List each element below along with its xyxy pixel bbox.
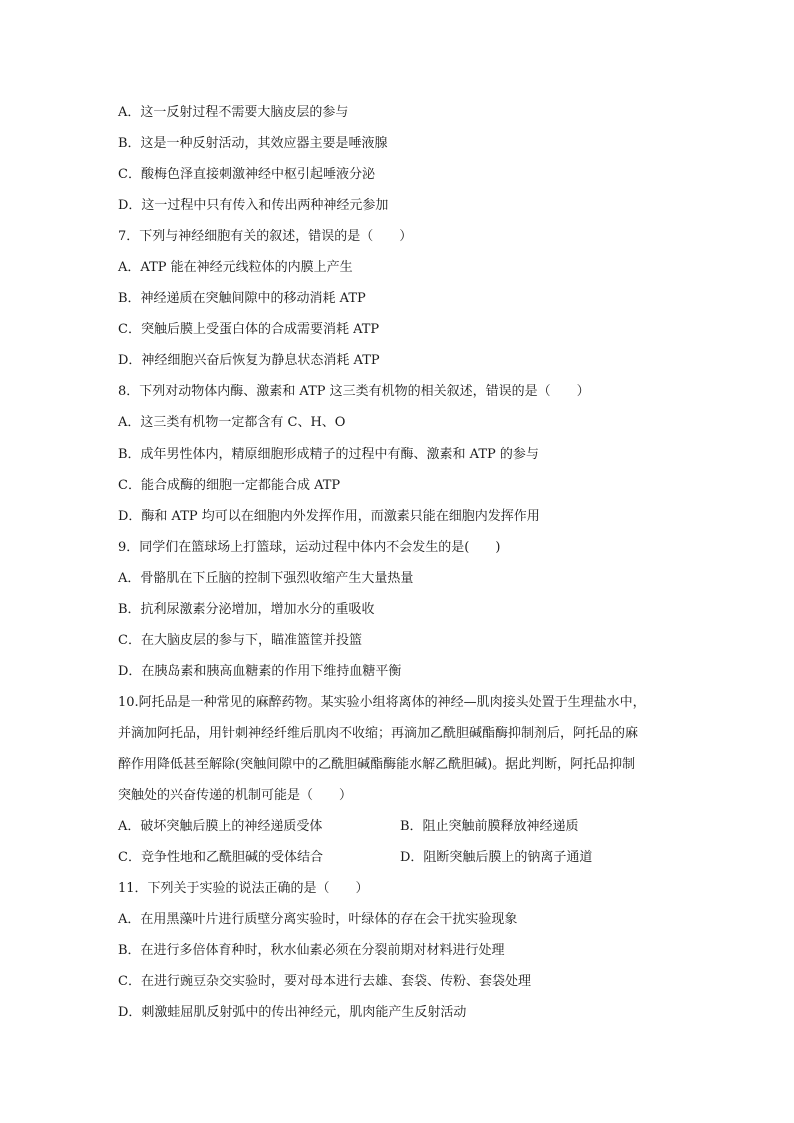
q9-option-d: D．在胰岛素和胰高血糖素的作用下维持血糖平衡 [118, 663, 402, 679]
q10-options-row2 [118, 847, 678, 878]
q11-option-a: A．在用黑藻叶片进行质壁分离实验时，叶绿体的存在会干扰实验现象 [118, 912, 518, 928]
q11-option-c: C．在进行豌豆杂交实验时，要对母本进行去雄、套袋、传粉、套袋处理 [118, 974, 531, 990]
q7-option-d: D．神经细胞兴奋后恢复为静息状态消耗 ATP [118, 353, 380, 369]
q7-option-c: C．突触后膜上受蛋白体的合成需要消耗 ATP [118, 322, 380, 338]
q10-option-c: C．竞争性地和乙酰胆碱的受体结合 [118, 850, 323, 866]
q6-option-b: B．这是一种反射活动，其效应器主要是唾液腺 [118, 136, 388, 152]
q7-option-b: B．神经递质在突触间隙中的移动消耗 ATP [118, 291, 366, 307]
q8-option-a: A．这三类有机物一定都含有 C、H、O [118, 415, 346, 431]
q10-options-row1 [118, 816, 678, 847]
q11-option-d: D．刺激蛙屈肌反射弧中的传出神经元，肌肉能产生反射活动 [118, 1005, 467, 1021]
q10-stem-line2: 并滴加阿托品，用针刺神经纤维后肌肉不收缩；再滴加乙酰胆碱酯酶抑制剂后，阿托品的麻 [118, 725, 639, 741]
q10-option-d: D．阻断突触后膜上的钠离子通道 [400, 850, 593, 866]
q10-stem-line1: 10.阿托品是一种常见的麻醉药物。某实验小组将离体的神经—肌肉接头处置于生理盐水中， [118, 694, 646, 710]
q8-option-d: D．酶和 ATP 均可以在细胞内外发挥作用，而激素只能在细胞内发挥作用 [118, 508, 540, 524]
q11-stem: 11．下列关于实验的说法正确的是（ ） [118, 881, 369, 897]
q8-option-c: C．能合成酶的细胞一定都能合成 ATP [118, 477, 341, 493]
q10-option-a: A．破坏突触后膜上的神经递质受体 [118, 819, 323, 835]
q8-stem: 8．下列对动物体内酶、激素和 ATP 这三类有机物的相关叙述，错误的是（ ） [118, 384, 590, 400]
q9-stem: 9．同学们在篮球场上打篮球，运动过程中体内不会发生的是( ) [118, 539, 501, 555]
q11-option-b: B．在进行多倍体育种时，秋水仙素必须在分裂前期对材料进行处理 [118, 943, 505, 959]
q7-option-a: A．ATP 能在神经元线粒体的内膜上产生 [118, 260, 353, 276]
q9-option-a: A．骨骼肌在下丘脑的控制下强烈收缩产生大量热量 [118, 570, 414, 586]
q7-stem: 7．下列与神经细胞有关的叙述，错误的是（ ） [118, 229, 413, 245]
q10-stem-line4: 突触处的兴奋传递的机制可能是（ ） [118, 788, 353, 804]
q9-option-b: B．抗利尿激素分泌增加，增加水分的重吸收 [118, 601, 375, 617]
q10-stem-line3: 醉作用降低甚至解除(突触间隙中的乙酰胆碱酯酶能水解乙酰胆碱)。据此判断，阿托品抑制 [118, 756, 636, 772]
q10-option-b: B．阻止突触前膜释放神经递质 [400, 819, 579, 835]
q6-option-d: D．这一过程中只有传入和传出两种神经元参加 [118, 198, 389, 214]
q6-option-c: C．酸梅色泽直接刺激神经中枢引起唾液分泌 [118, 167, 375, 183]
q8-option-b: B．成年男性体内，精原细胞形成精子的过程中有酶、激素和 ATP 的参与 [118, 446, 539, 462]
q6-option-a: A．这一反射过程不需要大脑皮层的参与 [118, 105, 349, 120]
q9-option-c: C．在大脑皮层的参与下，瞄准篮筐并投篮 [118, 632, 362, 648]
question-content [118, 102, 678, 1033]
